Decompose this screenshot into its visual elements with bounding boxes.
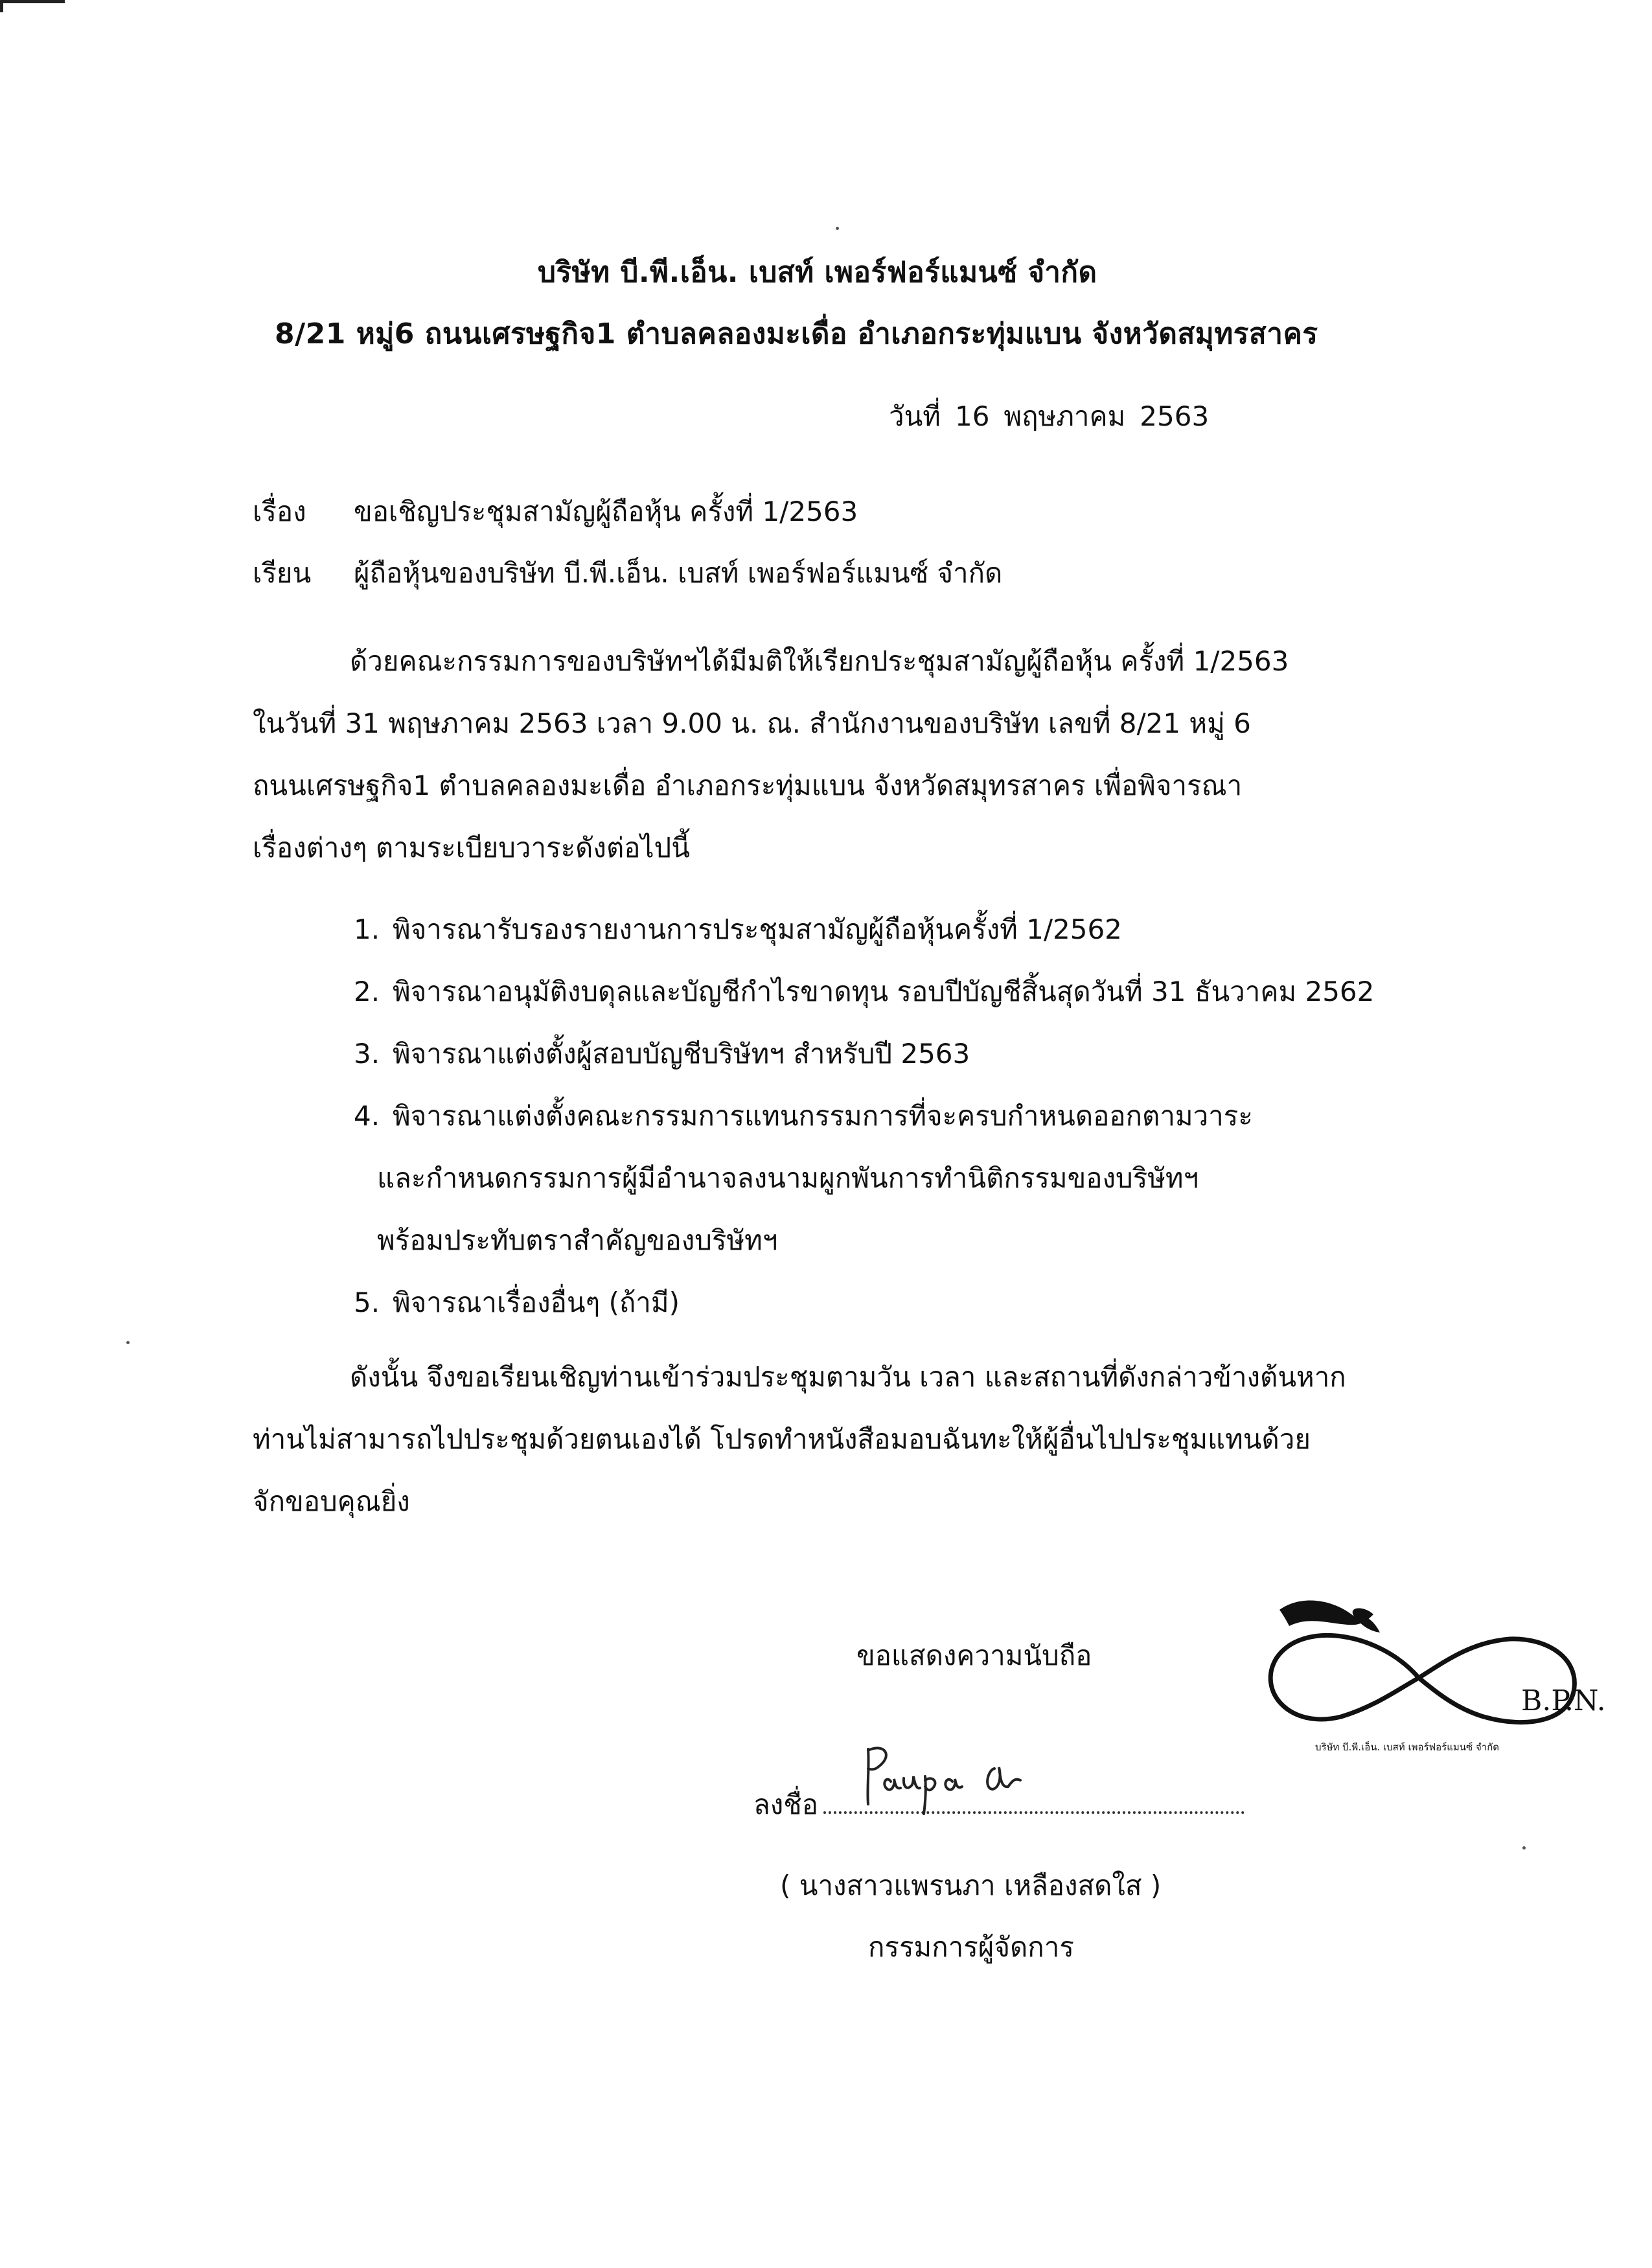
company-address: 8/21 หมู่6 ถนนเศรษฐกิจ1 ตำบลคลองมะเดื่อ อำเภอกระทุ่มแบน จังหวัดสมุทรสาคร	[275, 317, 1318, 350]
paragraph-line: ด้วยคณะกรรมการของบริษัทฯได้มีมติให้เรียกประชุมสามัญผู้ถือหุ้น ครั้งที่ 1/2563	[350, 645, 1289, 677]
scan-speck	[1522, 1846, 1526, 1850]
agenda-item	[354, 1100, 1253, 1165]
intro-paragraph	[253, 645, 1419, 897]
scan-corner-mark	[0, 0, 65, 12]
date-month: พฤษภาคม	[1004, 400, 1126, 432]
agenda-item	[354, 913, 1199, 978]
agenda-number: 1.	[354, 913, 380, 945]
date-day: 16	[954, 400, 990, 432]
signatory-name: ( นางสาวแพรนภา เหลืองสดใส )	[780, 1870, 1162, 1901]
subject-text: ขอเชิญประชุมสามัญผู้ถือหุ้น ครั้งที่ 1/2563	[354, 496, 858, 527]
agenda-text-continued: และกำหนดกรรมการผู้มีอำนาจลงนามผูกพันการทำนิติกรรมของบริษัทฯ	[377, 1162, 1199, 1194]
paragraph-line: เรื่องต่างๆ ตามระเบียบวาระดังต่อไปนี้	[253, 832, 690, 864]
paragraph-line: ท่านไม่สามารถไปประชุมด้วยตนเองได้ โปรดทำหนังสือมอบฉันทะให้ผู้อื่นไปประชุมแทนด้วย	[253, 1423, 1311, 1455]
agenda-number: 4.	[354, 1100, 380, 1132]
agenda-text-continued: พร้อมประทับตราสำคัญของบริษัทฯ	[377, 1224, 778, 1256]
agenda-number: 3.	[354, 1038, 380, 1070]
closing-paragraph	[253, 1361, 1346, 1550]
scan-speck	[836, 227, 839, 230]
company-seal-logo	[1250, 1581, 1606, 1775]
letter-date	[889, 400, 1210, 432]
date-year: 2563	[1140, 400, 1210, 432]
agenda-item	[354, 1040, 1199, 1103]
agenda-text: พิจารณารับรองรายงานการประชุมสามัญผู้ถือหุ้นครั้งที่ 1/2562	[393, 913, 1122, 945]
agenda-text: พิจารณาอนุมัติงบดุลและบัญชีกำไรขาดทุน รอบปีบัญชีสิ้นสุดวันที่ 31 ธันวาคม 2562	[393, 976, 1375, 1007]
sign-label: ลงชื่อ	[753, 1789, 818, 1820]
agenda-item	[354, 976, 1375, 1040]
agenda-list	[354, 913, 1375, 1351]
paragraph-line: ดังนั้น จึงขอเรียนเชิญท่านเข้าร่วมประชุมตามวัน เวลา และสถานที่ดังกล่าวข้างต้นหาก	[350, 1361, 1346, 1393]
handwritten-signature	[855, 1730, 1050, 1820]
paragraph-line: จักขอบคุณยิ่ง	[253, 1485, 410, 1517]
company-name: บริษัท บี.พี.เอ็น. เบสท์ เพอร์ฟอร์แมนซ์ จำกัด	[538, 256, 1097, 289]
signatory-position: กรรมการผู้จัดการ	[868, 1931, 1074, 1963]
paragraph-line: ในวันที่ 31 พฤษภาคม 2563 เวลา 9.00 น. ณ. สำนักงานของบริษัท เลขที่ 8/21 หมู่ 6	[253, 707, 1251, 739]
date-label: วันที่	[889, 400, 941, 432]
recipient-label: เรียน	[253, 557, 312, 589]
regards-text: ขอแสดงความนับถือ	[856, 1640, 1092, 1671]
agenda-text: พิจารณาเรื่องอื่นๆ (ถ้ามี)	[393, 1287, 680, 1318]
paragraph-line: ถนนเศรษฐกิจ1 ตำบลคลองมะเดื่อ อำเภอกระทุ่มแบน จังหวัดสมุทรสาคร เพื่อพิจารณา	[253, 770, 1243, 801]
seal-initials: B.P.N.	[1521, 1684, 1606, 1717]
agenda-number: 5.	[354, 1287, 380, 1318]
agenda-item	[354, 1289, 1199, 1351]
subject-label: เรื่อง	[253, 496, 306, 527]
agenda-number: 2.	[354, 976, 380, 1007]
recipient-text: ผู้ถือหุ้นของบริษัท บี.พี.เอ็น. เบสท์ เพอร์ฟอร์แมนซ์ จำกัด	[354, 557, 1003, 589]
seal-caption: บริษัท บี.พี.เอ็น. เบสท์ เพอร์ฟอร์แมนซ์ จำกัด	[1315, 1741, 1500, 1753]
scan-speck	[126, 1341, 130, 1344]
agenda-text: พิจารณาแต่งตั้งผู้สอบบัญชีบริษัทฯ สำหรับปี 2563	[393, 1038, 970, 1070]
agenda-text: พิจารณาแต่งตั้งคณะกรรมการแทนกรรมการที่จะครบกำหนดออกตามวาระ	[393, 1100, 1253, 1132]
